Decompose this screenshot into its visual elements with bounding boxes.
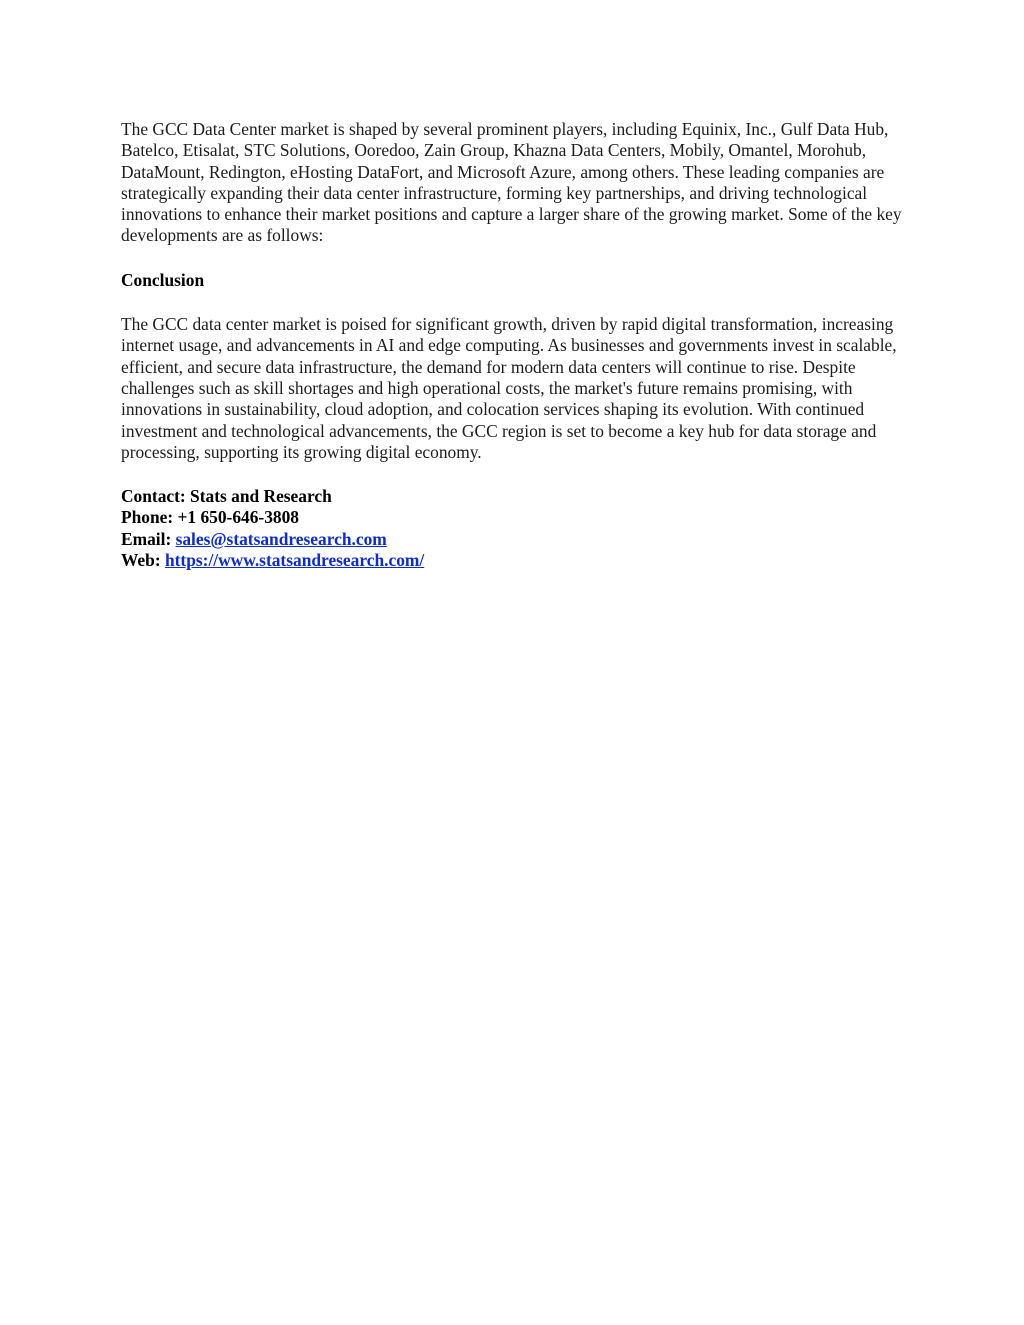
spacer: [121, 463, 911, 486]
intro-paragraph: The GCC Data Center market is shaped by several prominent players, including Equinix, Inc., Gulf Data Hub, Batelco, Etisalat, STC Solutions, Ooredoo, Zain Group, Khazna Data Centers, Mobily, Omantel, Morohub, DataMount, Redington, eHosting DataFort, and Microsoft Azure, among others. These leading companies are strategically expanding their data center infrastructure, forming key partnerships, and driving technological innovations to enhance their market positions and capture a larger share of the growing market. Some of the key developments are as follows:: [121, 119, 902, 246]
email-link[interactable]: sales@statsandresearch.com: [175, 528, 387, 549]
contact-name: Contact: Stats and Research: [121, 486, 332, 507]
conclusion-heading: Conclusion: [121, 269, 205, 290]
contact-web-row: [121, 550, 911, 571]
contact-phone: Phone: +1 650-646-3808: [121, 507, 300, 528]
conclusion-paragraph: The GCC data center market is poised for significant growth, driven by rapid digital transformation, increasing internet usage, and advancements in AI and edge computing. As businesses and governments invest in scalable, efficient, and secure data infrastructure, the demand for modern data centers will continue to rise. Despite challenges such as skill shortages and high operational costs, the market's future remains promising, with innovations in sustainability, cloud adoption, and colocation services shaping its evolution. With continued investment and technological advancements, the GCC region is set to become a key hub for data storage and processing, supporting its growing digital economy.: [121, 314, 897, 462]
contact-block: [121, 486, 911, 571]
document-page: [121, 119, 911, 571]
spacer: [121, 291, 911, 314]
web-label: Web:: [121, 550, 165, 571]
spacer: [121, 247, 911, 270]
email-label: Email:: [121, 528, 176, 549]
contact-email-row: [121, 529, 911, 550]
web-link[interactable]: https://www.statsandresearch.com/: [164, 550, 425, 571]
